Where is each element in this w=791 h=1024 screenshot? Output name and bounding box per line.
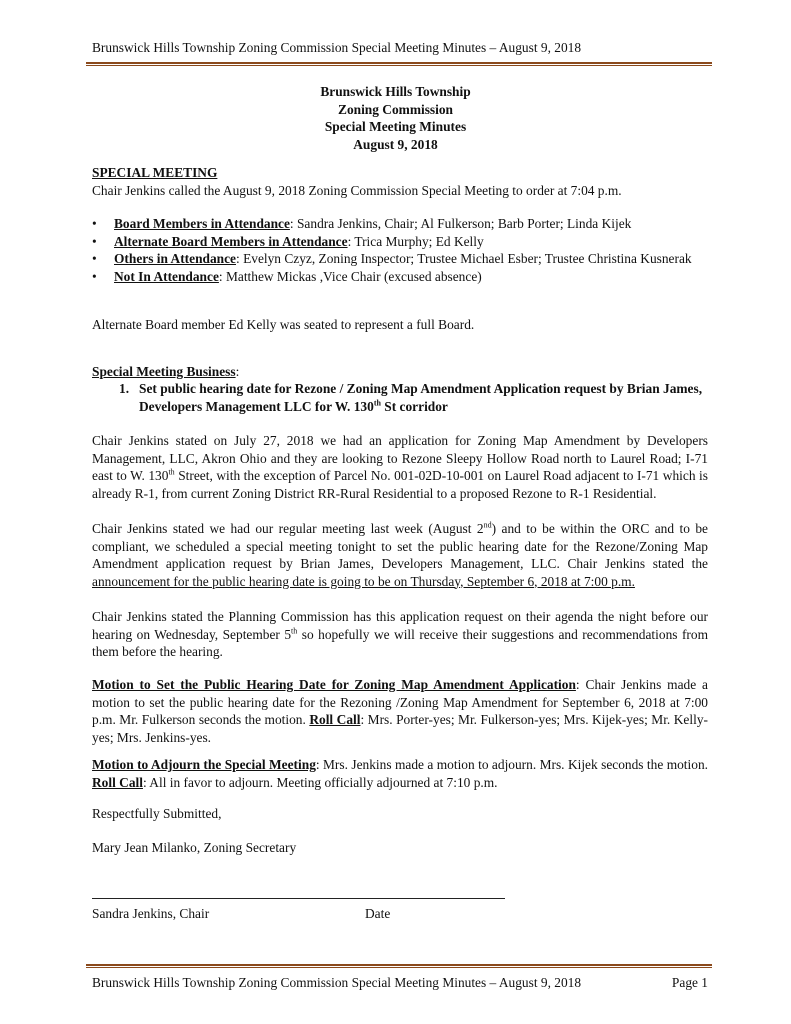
para3-text-b: so hopefully we will receive their suggestions and recommendations from them before the hearing. [92,626,708,659]
title-date: August 9, 2018 [353,136,438,152]
page-number: Page 1 [671,975,708,990]
attendance-text: : Evelyn Czyz, Zoning Inspector; Trustee Michael Esber; Trustee Christina Kusnerak [236,251,692,266]
agenda-item-text-b: St corridor [380,398,448,414]
para2-text-b: ) and to be within the ORC and to be compliant, we scheduled a special meeting tonight to set the public hearing date for the Rezone/Zoning Map Amendment application request by Brian James, Developers Management, LLC. Chair Jenkins stated the [92,521,708,571]
footer-rule-thin [86,967,712,968]
document-title [0,83,791,153]
signature-block [92,905,708,923]
attendance-label: Others in Attendance [114,251,236,266]
title-township: Brunswick Hills Township [320,84,471,99]
signature-date-label: Date [365,906,391,921]
motion1-label: Motion to Set the Public Hearing Date for Zoning Map Amendment Application [92,677,576,692]
business-heading [92,363,708,381]
secretary-signature: Mary Jean Milanko, Zoning Secretary [92,840,297,855]
para1-text-a: Chair Jenkins stated on July 27, 2018 we had an application for Zoning Map Amendment by Developers Management, LLC, Akron Ohio and they are looking to Rezone Sleepy Hollow Road north to Laurel Road; I-71 east to W. 130 [92,433,708,483]
attendance-list [92,215,708,285]
title-commission: Zoning Commission [338,101,453,117]
attendance-item-others [92,250,708,268]
signature-line [92,898,505,899]
paragraph-planning [92,608,708,661]
bullet-icon: • [92,251,97,266]
para1-text-b: Street, with the exception of Parcel No. 001-02D-10-001 on Laurel Road adjacent to I-71 which is already R-1, from current Zoning District RR-Rural Residential to a proposed Rezone to R-1 Residential. [92,468,708,501]
para2-text-a: Chair Jenkins stated we had our regular meeting last week (August 2 [92,521,484,536]
footer-rule [86,964,712,966]
attendance-item-alternates [92,233,708,251]
motion2-text-b: : All in favor to adjourn. Meeting officially adjourned at 7:10 p.m. [142,774,498,790]
signature-name: Sandra Jenkins, Chair [92,906,210,921]
motion2-label: Motion to Adjourn the Special Meeting [92,757,316,772]
agenda-item-text [119,380,708,415]
motion1-text-b: : Mrs. Porter-yes; Mr. Fulkerson-yes; Mrs. Kijek-yes; Mr. Kelly-yes; Mrs. Jenkins-yes. [92,712,708,745]
business-heading-colon: : [235,364,240,379]
agenda-item-number: 1. [119,381,130,396]
title-minutes: Special Meeting Minutes [324,119,467,134]
business-heading-text: Special Meeting Business [92,364,236,379]
special-meeting-section [92,164,708,199]
seated-note: Alternate Board member Ed Kelly was seated to represent a full Board. [92,317,475,332]
attendance-item-absent [92,268,708,286]
attendance-label: Not In Attendance [114,268,219,284]
closing: Respectfully Submitted, [92,806,222,821]
special-meeting-heading: SPECIAL MEETING [92,165,218,180]
motion-hearing-date [92,676,708,746]
paragraph-scheduling [92,520,708,590]
agenda-item-sup: th [373,398,381,408]
call-to-order: Chair Jenkins called the August 9, 2018 Zoning Commission Special Meeting to order at 7:04 p.m. [92,182,622,198]
para3-text-a: Chair Jenkins stated the Planning Commission has this application request on their agenda the night before our hearing on Wednesday, September 5 [92,609,708,642]
attendance-item-board [92,215,708,233]
motion2-text-a: : Mrs. Jenkins made a motion to adjourn. Mrs. Kijek seconds the motion. [315,757,708,772]
attendance-text: : Trica Murphy; Ed Kelly [347,233,484,249]
header-rule [86,62,712,64]
paragraph-application [92,432,708,502]
agenda-item-1 [119,380,708,415]
motion1-roll-call: Roll Call [309,712,361,727]
header-rule-thin [86,65,712,66]
bullet-icon: • [92,216,97,231]
attendance-text: : Sandra Jenkins, Chair; Al Fulkerson; Barb Porter; Linda Kijek [289,216,632,231]
para2-sup: nd [483,520,492,530]
footer-title: Brunswick Hills Township Zoning Commission Special Meeting Minutes – August 9, 2018 [92,975,582,990]
agenda-item-text-a: Set public hearing date for Rezone / Zoning Map Amendment Application request by Brian James, Developers Management LLC for W. 130 [139,381,703,414]
running-footer [92,975,708,991]
hearing-announcement: announcement for the public hearing date is going to be on Thursday, September 6, 2018 at 7:00 p.m. [92,573,635,589]
attendance-label: Alternate Board Members in Attendance [114,233,348,249]
attendance-label: Board Members in Attendance [114,216,290,231]
motion-adjourn [92,756,708,791]
attendance-text: : Matthew Mickas ,Vice Chair (excused absence) [218,268,482,284]
motion2-roll-call: Roll Call [92,774,143,790]
bullet-icon: • [92,233,97,249]
para1-sup: th [168,467,175,477]
motion1-text-a: : Chair Jenkins made a motion to set the public hearing date for the Rezoning /Zoning Map Amendment for September 6, 2018 at 7:00 p.m. Mr. Fulkerson seconds the motion. [92,677,708,727]
para3-sup: th [291,626,298,636]
running-header: Brunswick Hills Township Zoning Commission Special Meeting Minutes – August 9, 2018 [92,40,582,55]
bullet-icon: • [92,268,97,284]
